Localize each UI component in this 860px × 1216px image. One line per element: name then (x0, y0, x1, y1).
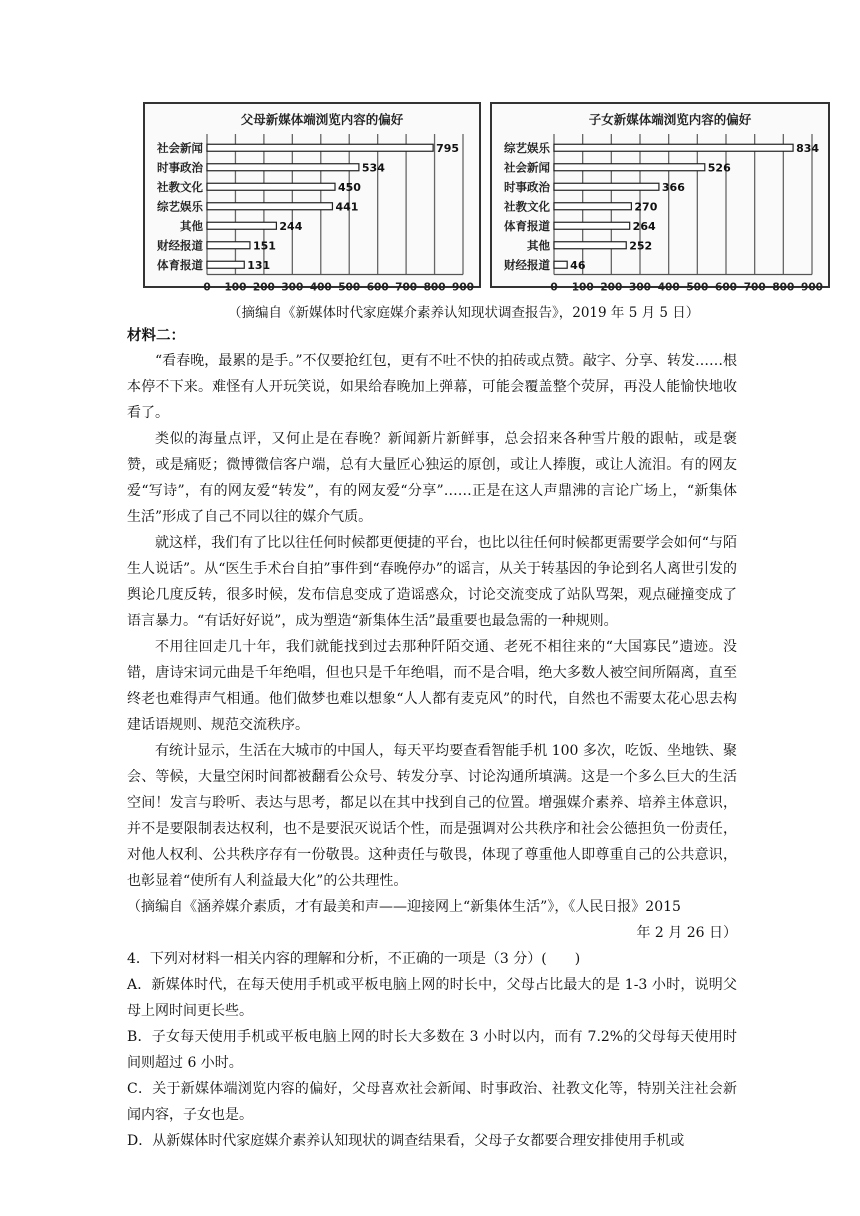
category-label: 综艺娱乐 (504, 140, 550, 155)
bar (207, 261, 244, 268)
category-label: 时事政治 (504, 179, 550, 194)
child-preference-chart (490, 102, 830, 294)
data-label: 795 (436, 141, 460, 155)
x-tick-label: 500 (338, 281, 361, 294)
category-label: 其他 (527, 238, 550, 253)
paragraph: 有统计显示，生活在大城市的中国人，每天平均要查看智能手机 100 多次，吃饭、坐地铁、聚会、等候，大量空闲时间都被翻看公众号、转发分享、讨论沟通所填满。这是一个多么巨大的生活空间！发言与聆听、表达与思考，都足以在其中找到自己的位置。增强媒介素养、培养主体意识，并不是要限制表达权利，也不是要泯灭说话个性，而是强调对公共秩序和社会公德担负一份责任，对他人权利、公共秩序存有一份敬畏。这种责任与敬畏，体现了尊重他人即尊重自己的公共意识，也彰显着“使所有人利益最大化”的公共理性。 (127, 743, 737, 889)
x-tick-label: 400 (657, 281, 680, 294)
question-title: 4．下列对材料一相关内容的理解和分析，不正确的一项是（3 分）( ) (127, 951, 581, 967)
bar (554, 203, 631, 210)
bar (207, 242, 250, 249)
x-tick-label: 800 (772, 281, 795, 294)
bar (207, 183, 335, 190)
data-label: 450 (338, 180, 361, 194)
paragraph: 就这样，我们有了比以往任何时候都更便捷的平台，也比以往任何时候都更需要学会如何“与陌生人说话”。从“医生手术台自拍”事件到“春晚停办”的谣言，从关于转基因的争论到名人离世引发的舆论几度反转，很多时候，发布信息变成了造谣惑众，讨论交流变成了站队骂架，观点碰撞变成了语言暴力。“有话好好说”，成为塑造“新集体生活”最重要也最急需的一种规则。 (127, 535, 737, 629)
parent-preference-chart (143, 102, 481, 294)
option-c[interactable]: C．关于新媒体端浏览内容的偏好，父母喜欢社会新闻、时事政治、社教文化等，特别关注社会新闻内容，子女也是。 (127, 1081, 737, 1123)
parent-chart-svg (145, 104, 479, 294)
category-label: 财经报道 (504, 257, 550, 272)
category-label: 其他 (180, 218, 203, 233)
paragraph: 不用往回走几十年，我们就能找到过去那种阡陌交通、老死不相往来的“大国寡民”遗迹。没错，唐诗宋词元曲是千年绝唱，但也只是千年绝唱，而不是合唱，绝大多数人被空间所隔离，直至终老也难得声气相通。他们做梦也难以想象“人人都有麦克风”的时代，自然也不需要太花心思去构建话语规则、规范交流秩序。 (127, 639, 737, 733)
data-label: 526 (707, 161, 731, 175)
x-tick-label: 300 (629, 281, 651, 294)
data-label: 534 (361, 161, 385, 175)
option-d[interactable]: D．从新媒体时代家庭媒介素养认知现状的调查结果看，父母子女都要合理安排使用手机或 (127, 1133, 685, 1149)
option-a[interactable]: A．新媒体时代，在每天使用手机或平板电脑上网的时长中，父母占比最大的是 1-3 小时，说明父母上网时间更长些。 (127, 977, 737, 1019)
x-tick-label: 600 (715, 281, 737, 294)
x-tick-label: 200 (252, 281, 275, 294)
data-label: 151 (252, 239, 276, 253)
category-label: 体育报道 (157, 257, 203, 272)
x-tick-label: 100 (571, 281, 594, 294)
data-label: 252 (629, 239, 653, 253)
bar (207, 203, 332, 210)
data-label: 441 (335, 200, 359, 214)
data-label: 46 (570, 258, 586, 272)
x-tick-label: 100 (224, 281, 247, 294)
x-tick-label: 300 (281, 281, 304, 294)
source-citation-2-date: 年 2 月 26 日） (636, 925, 737, 941)
category-label: 社教文化 (157, 179, 203, 194)
bar (207, 164, 359, 171)
category-label: 体育报道 (504, 218, 550, 233)
category-label: 社会新闻 (157, 140, 203, 155)
category-label: 财经报道 (157, 238, 203, 253)
bar (207, 144, 433, 151)
category-label: 社会新闻 (504, 160, 550, 175)
x-tick-label: 0 (550, 281, 558, 294)
source-citation-2: （摘编自《涵养媒介素质，才有最美和声——迎接网上“新集体生活”》，《人民日报》2015 (127, 899, 681, 915)
data-label: 366 (661, 180, 685, 194)
data-label: 264 (632, 219, 656, 233)
paragraph: “看春晚，最累的是手。”不仅要抢红包，更有不吐不快的拍砖或点赞。敲字、分享、转发……根本停不下来。难怪有人开玩笑说，如果给春晚加上弹幕，可能会覆盖整个荧屏，再没人能愉快地收看了。 (127, 353, 737, 421)
material-2-body (127, 348, 737, 1154)
x-tick-label: 400 (309, 281, 332, 294)
bar (554, 183, 659, 190)
chart-title: 子女新媒体端浏览内容的偏好 (588, 112, 752, 127)
bar (554, 261, 567, 268)
x-tick-label: 500 (686, 281, 709, 294)
x-tick-label: 0 (203, 281, 211, 294)
child-chart-svg (492, 104, 828, 294)
bar (554, 164, 705, 171)
x-tick-label: 900 (452, 281, 474, 294)
category-label: 时事政治 (157, 160, 203, 175)
option-b[interactable]: B．子女每天使用手机或平板电脑上网的时长大多数在 3 小时以内，而有 7.2%的父母每天使用时间则超过 6 小时。 (127, 1029, 737, 1071)
data-label: 834 (796, 141, 820, 155)
data-label: 270 (634, 200, 658, 214)
material-2-heading: 材料二： (127, 328, 185, 344)
chart-title: 父母新媒体端浏览内容的偏好 (240, 112, 404, 127)
category-label: 社教文化 (504, 199, 550, 214)
x-tick-label: 600 (366, 281, 389, 294)
x-tick-label: 700 (395, 281, 418, 294)
bar (554, 242, 626, 249)
bar (554, 144, 793, 151)
x-tick-label: 900 (801, 281, 823, 294)
data-label: 131 (247, 258, 271, 272)
x-tick-label: 800 (423, 281, 446, 294)
x-tick-label: 700 (743, 281, 766, 294)
bar (207, 222, 276, 229)
paragraph: 类似的海量点评，又何止是在春晚？新闻新片新鲜事，总会招来各种雪片般的跟帖，或是褒赞，或是痛贬；微博微信客户端，总有大量匠心独运的原创，或让人捧腹，或让人流泪。有的网友爱“写诗”，有的网友爱“转发”，有的网友爱“分享”……正是在这人声鼎沸的言论广场上，“新集体生活”形成了自己不同以往的媒介气质。 (127, 431, 737, 525)
bar (554, 222, 630, 229)
source-citation-1: （摘编自《新媒体时代家庭媒介素养认知现状调查报告》，2019 年 5 月 5 日） (228, 305, 700, 321)
data-label: 244 (279, 219, 303, 233)
x-tick-label: 200 (600, 281, 623, 294)
category-label: 综艺娱乐 (157, 199, 203, 214)
